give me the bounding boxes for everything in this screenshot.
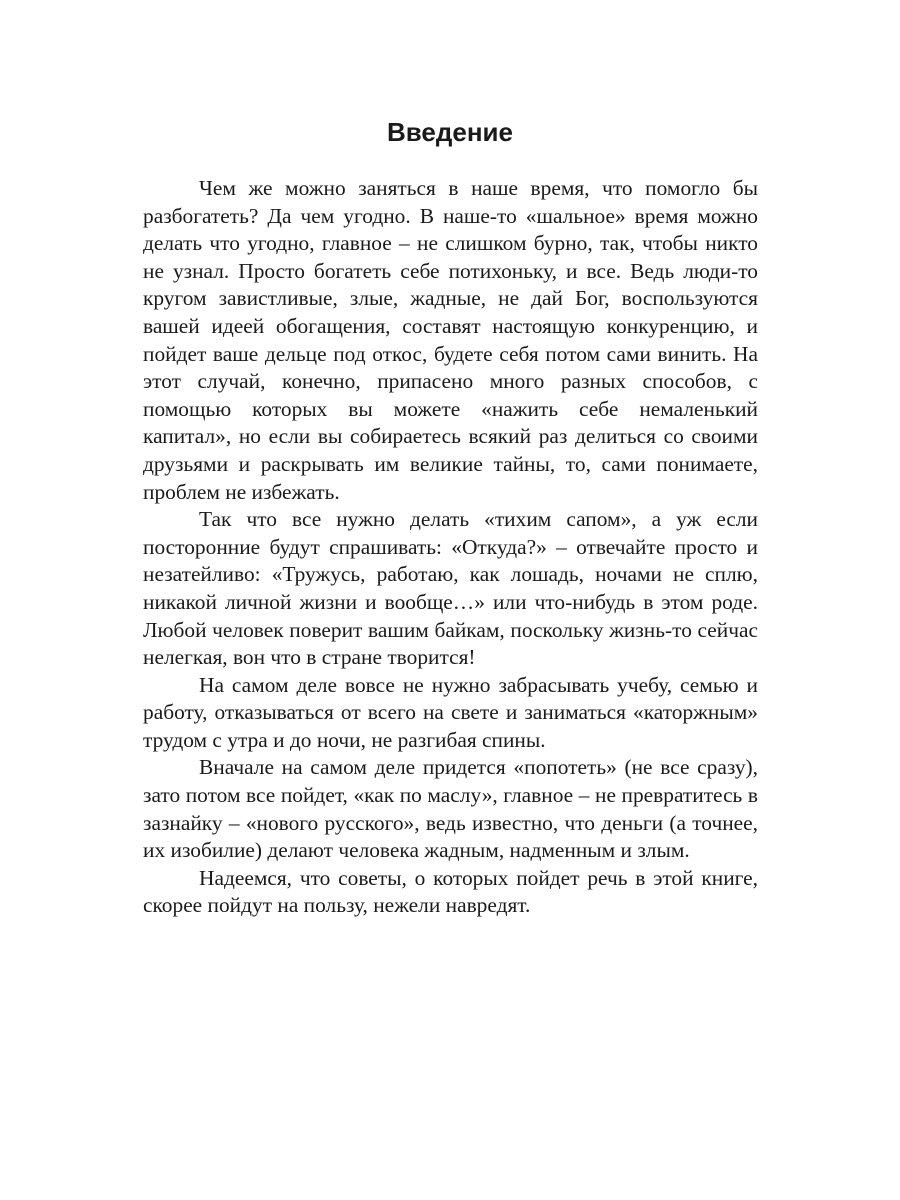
paragraph-2: Так что все нужно делать «тихим сапом», а уж если посторонние будут спрашивать: «Откуда?» – отвечайте просто и незатейливо: «Тружусь, работаю, как лошадь, ночами не сплю, никакой личной жизни и вообще…» или что-нибудь в этом роде. Любой человек поверит вашим байкам, поскольку жизнь-то сейчас нелегкая, вон что в стране творится!: [143, 507, 758, 670]
chapter-title: Введение: [387, 117, 513, 147]
body-text: [143, 175, 758, 920]
paragraph-4: Вначале на самом деле придется «попотеть» (не все сразу), зато потом все пойдет, «как по маслу», главное – не превратитесь в зазнайку – «нового русского», ведь известно, что деньги (а точнее, их изобилие) делают человека жадным, надменным и злым.: [143, 755, 758, 863]
paragraph-3: На самом деле вовсе не нужно забрасывать учебу, семью и работу, отказываться от всего на свете и заниматься «каторжным» трудом с утра и до ночи, не разгибая спины.: [143, 672, 758, 752]
paragraph-1: Чем же можно заняться в наше время, что помогло бы разбогатеть? Да чем угодно. В наше-то «шальное» время можно делать что угодно, главное – не слишком бурно, так, чтобы никто не узнал. Просто богатеть себе потихоньку, и все. Ведь люди-то кругом завистливые, злые, жадные, не дай Бог, воспользуются вашей идеей обогащения, составят настоящую конкуренцию, и пойдет ваше дельце под откос, будете себя потом сами винить. На этот случай, конечно, припасено много разных способов, с помощью которых вы можете «нажить себе немаленький капитал», но если вы собираетесь всякий раз делиться со своими друзьями и раскрывать им великие тайны, то, сами понимаете, проблем не избежать.: [143, 176, 758, 504]
paragraph-5: Надеемся, что советы, о которых пойдет речь в этой книге, скорее пойдут на пользу, нежели навредят.: [143, 865, 758, 918]
